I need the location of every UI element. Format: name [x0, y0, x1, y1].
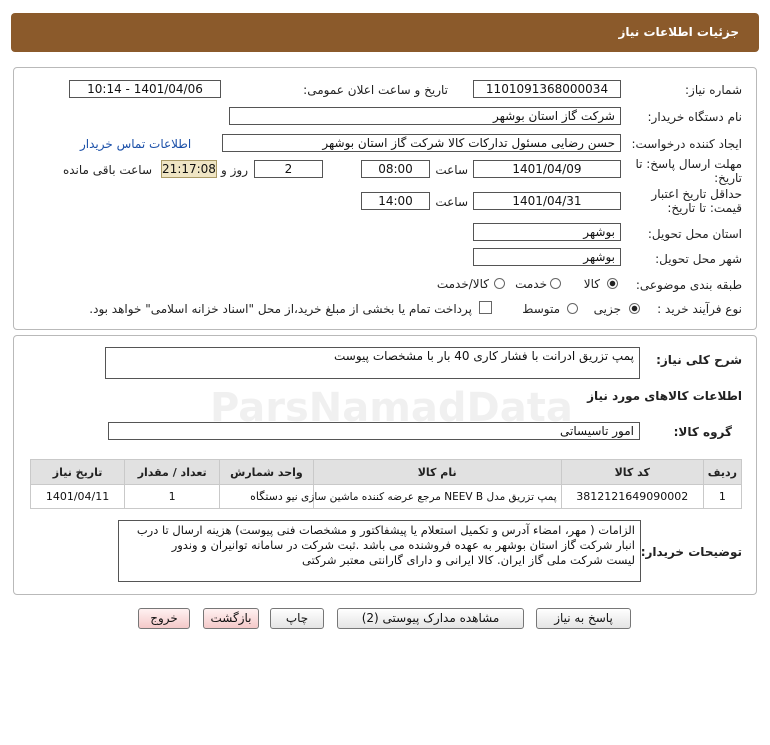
- buyer-notes-line-3: لیست شرکت ملی گاز ایران. کالا ایرانی و دارای گارانتی معتبر شرکتی: [302, 553, 635, 567]
- purchase-medium-radio[interactable]: [567, 303, 578, 317]
- purchase-medium-label: متوسط: [522, 302, 560, 316]
- goods-section-title: اطلاعات کالاهای مورد نیاز: [587, 389, 742, 403]
- buyer-notes-field: [118, 520, 641, 582]
- city-field: بوشهر: [473, 248, 621, 266]
- announce-field: 1401/04/06 - 10:14: [69, 80, 221, 98]
- cell-qty: 1: [125, 485, 220, 509]
- category-both-label: کالا/خدمت: [436, 277, 489, 291]
- purchase-type-label: نوع فرآیند خرید :: [657, 302, 742, 316]
- buyer-org-label: نام دستگاه خریدار:: [647, 110, 742, 124]
- col-row: ردیف: [703, 460, 741, 485]
- col-name: نام کالا: [313, 460, 561, 485]
- category-label: طبقه بندی موضوعی:: [635, 278, 742, 292]
- col-unit: واحد شمارش: [220, 460, 313, 485]
- validity-label: حداقل تاریخ اعتبار: [651, 187, 742, 201]
- goods-table: [30, 459, 742, 509]
- goods-group-field: امور تاسیساتی: [108, 422, 640, 440]
- buyer-contact-link[interactable]: اطلاعات تماس خریدار: [80, 137, 192, 151]
- purchase-minor-radio[interactable]: [629, 303, 640, 317]
- category-service-radio[interactable]: [550, 278, 561, 292]
- days-field: 2: [254, 160, 323, 178]
- category-goods-radio[interactable]: [607, 278, 618, 292]
- category-both-radio[interactable]: [494, 278, 505, 292]
- summary-label: شرح کلی نیاز:: [656, 353, 742, 367]
- goods-table-header: [31, 460, 742, 485]
- goods-group-label: گروه کالا:: [673, 425, 732, 439]
- validity-label-date: قیمت: تا تاریخ:: [667, 201, 742, 215]
- days-label: روز و: [221, 163, 248, 177]
- city-label: شهر محل تحویل:: [655, 252, 742, 266]
- treasury-note: پرداخت تمام یا بخشی از مبلغ خرید،از محل "اسناد خزانه اسلامی" خواهد بود.: [89, 302, 472, 316]
- cell-row: 1: [703, 485, 741, 509]
- remaining-time-field: 21:17:08: [162, 162, 216, 176]
- page-header: [11, 13, 759, 52]
- buyer-notes-label: توضیحات خریدار:: [640, 545, 742, 559]
- announce-label: تاریخ و ساعت اعلان عمومی:: [303, 83, 448, 97]
- purchase-minor-label: جزیی: [593, 302, 621, 316]
- buyer-notes-line-1: الزامات ( مهر، امضاء آدرس و تکمیل استعلام یا پیشفاکتور و مشخصات فنی پیوست) هزینه ارسال تا درب: [136, 523, 635, 537]
- treasury-checkbox[interactable]: [479, 301, 492, 314]
- province-label: استان محل تحویل:: [647, 227, 742, 241]
- cell-date: 1401/04/11: [31, 485, 125, 509]
- col-date: تاریخ نیاز: [31, 460, 125, 485]
- page-title: جزئیات اطلاعات نیاز: [618, 25, 739, 39]
- cell-name: پمپ تزریق مدل NEEV B مرجع عرضه کننده ماشین سازی نیو: [313, 485, 561, 509]
- exit-button[interactable]: خروج: [138, 608, 190, 629]
- back-button[interactable]: بازگشت: [203, 608, 259, 629]
- view-attachments-button[interactable]: مشاهده مدارک پیوستی (2): [337, 608, 524, 629]
- col-code: کد کالا: [561, 460, 703, 485]
- validity-date-field: 1401/04/31: [473, 192, 621, 210]
- deadline-label: مهلت ارسال پاسخ: تا: [635, 157, 742, 171]
- remaining-label: ساعت باقی مانده: [62, 163, 152, 177]
- table-row: [31, 485, 742, 509]
- summary-field: پمپ تزریق ادرانت با فشار کاری 40 بار با مشخصات پیوست: [105, 347, 640, 379]
- category-goods-label: کالا: [583, 277, 600, 291]
- province-field: بوشهر: [473, 223, 621, 241]
- print-button[interactable]: چاپ: [270, 608, 324, 629]
- deadline-time-field: 08:00: [361, 160, 430, 178]
- buyer-notes-line-2: انبار شرکت گاز استان بوشهر به عهده فروشنده می باشد .ثبت شرکت در سامانه توانیران و وندور: [171, 538, 635, 552]
- validity-time-label: ساعت: [435, 195, 468, 209]
- reply-button[interactable]: پاسخ به نیاز: [536, 608, 631, 629]
- deadline-time-label: ساعت: [435, 163, 468, 177]
- deadline-label-date: تاریخ:: [714, 171, 742, 185]
- need-number-label: شماره نیاز:: [685, 83, 742, 97]
- creator-label: ایجاد کننده درخواست:: [631, 137, 742, 151]
- col-qty: تعداد / مقدار: [125, 460, 220, 485]
- cell-code: 3812121649090002: [561, 485, 703, 509]
- buyer-org-field: شرکت گاز استان بوشهر: [229, 107, 621, 125]
- cell-unit: دستگاه: [220, 485, 313, 509]
- creator-field: حسن رضایی مسئول تدارکات کالا شرکت گاز استان بوشهر: [222, 134, 621, 152]
- category-service-label: خدمت: [515, 277, 547, 291]
- need-number-field: 1101091368000034: [473, 80, 621, 98]
- deadline-date-field: 1401/04/09: [473, 160, 621, 178]
- validity-time-field: 14:00: [361, 192, 430, 210]
